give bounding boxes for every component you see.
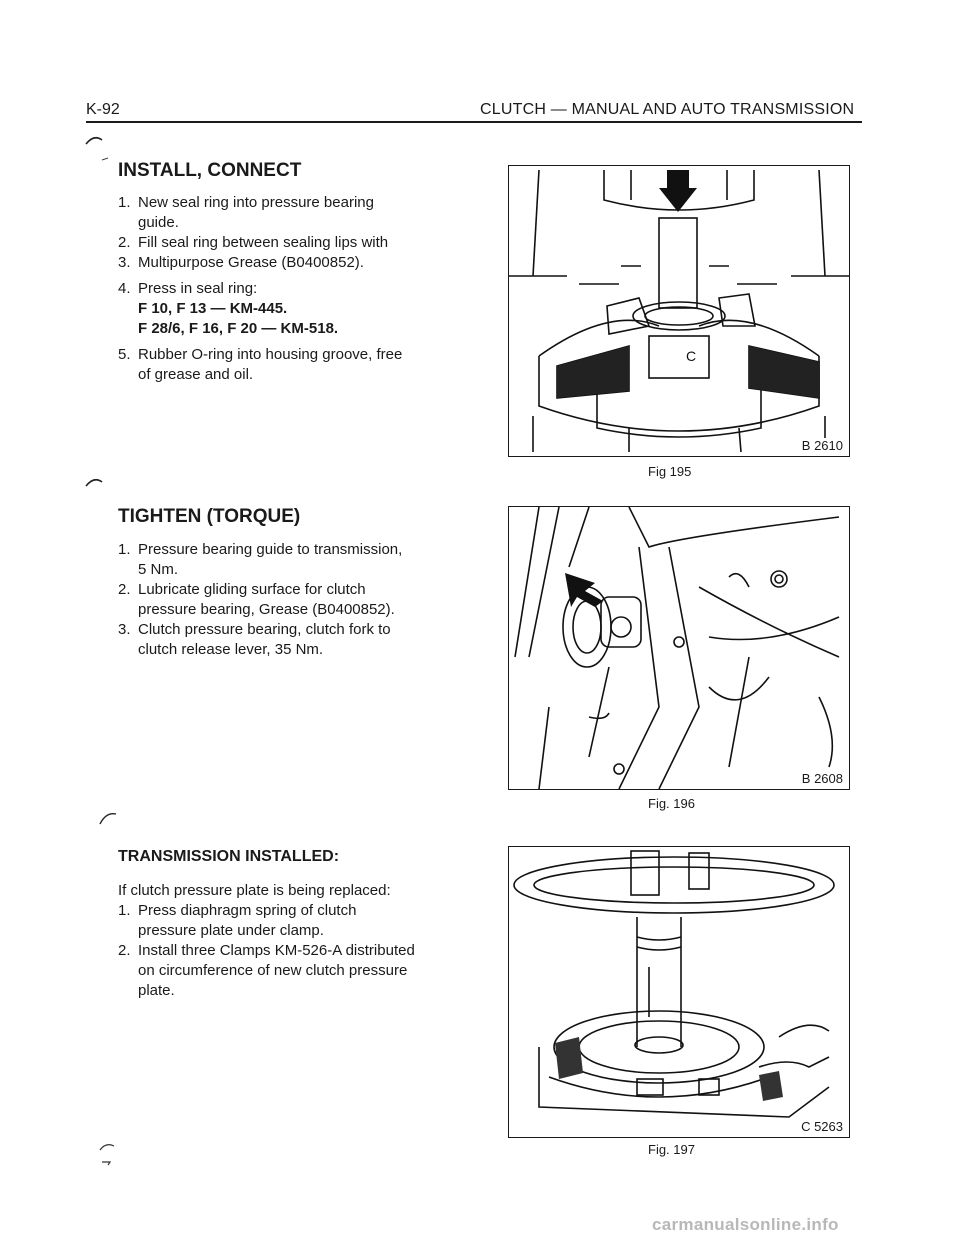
pressure-plate-clamp-drawing xyxy=(509,847,849,1137)
figure-197 xyxy=(508,846,850,1138)
tighten-step-2: 2. Lubricate gliding surface for clutch pressure bearing, Grease (B0400852). xyxy=(118,581,395,618)
tighten-step-1: 1. Pressure bearing guide to transmission, 5 Nm. xyxy=(118,541,403,578)
figure-195-part-label: C xyxy=(686,348,697,364)
clutch-fork-drawing xyxy=(509,507,849,789)
header-rule xyxy=(86,121,862,123)
figure-197-code: C 5263 xyxy=(801,1119,843,1134)
transmission-steps xyxy=(118,881,448,1001)
chapter-title: CLUTCH — MANUAL AND AUTO TRANSMISSION xyxy=(480,101,855,118)
figure-196-code: B 2608 xyxy=(801,771,843,786)
figure-195-main xyxy=(508,165,850,457)
watermark: carmanualsonline.info xyxy=(652,1215,839,1234)
install-heading: INSTALL, CONNECT xyxy=(118,160,302,181)
install-step-5: 5. Rubber O-ring into housing groove, free of grease and oil. xyxy=(118,346,403,383)
margin-mark xyxy=(82,474,112,490)
figure-195-caption: Fig 195 xyxy=(648,464,692,479)
transmission-step-2: 2. Install three Clamps KM-526-A distributed on circumference of new clutch pressure plate. xyxy=(118,942,415,999)
tighten-step-3: 3. Clutch pressure bearing, clutch fork to clutch release lever, 35 Nm. xyxy=(118,621,391,658)
figure-196 xyxy=(508,506,850,790)
margin-mark xyxy=(96,808,122,828)
install-step-1: 1. New seal ring into pressure bearing guide. xyxy=(118,194,374,231)
margin-mark xyxy=(96,1140,122,1166)
figure-196-caption: Fig. 196 xyxy=(648,796,695,811)
figure-195-code: B 2610 xyxy=(801,438,843,453)
transmission-step-1: 1. Press diaphragm spring of clutch pressure plate under clamp. xyxy=(118,902,357,939)
tighten-heading: TIGHTEN (TORQUE) xyxy=(118,506,301,527)
margin-mark xyxy=(82,130,112,164)
tighten-steps xyxy=(118,540,448,660)
transmission-heading: TRANSMISSION INSTALLED: xyxy=(118,848,340,865)
clutch-bearing-drawing xyxy=(509,166,849,456)
install-step-3: 3. Multipurpose Grease (B0400852). xyxy=(118,254,364,271)
figure-197-caption: Fig. 197 xyxy=(648,1142,695,1157)
install-steps xyxy=(118,193,448,385)
transmission-intro: If clutch pressure plate is being replaced: xyxy=(118,882,391,899)
page-number: K-92 xyxy=(86,101,120,118)
install-step-2: 2. Fill seal ring between sealing lips with xyxy=(118,234,389,251)
install-step-4: 4. Press in seal ring: F 10, F 13 — KM-445. F 28/6, F 16, F 20 — KM-518. xyxy=(118,280,339,337)
